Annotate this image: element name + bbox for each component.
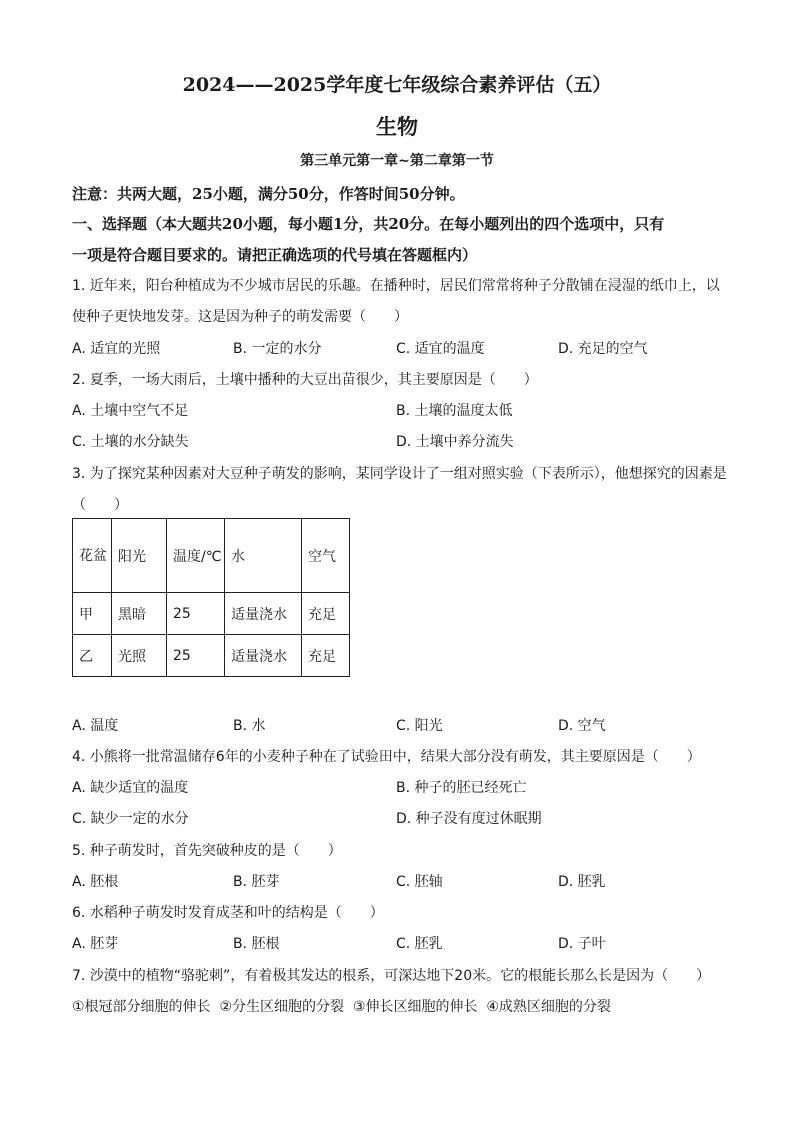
- q4-option-a: A. 缺少适宜的温度: [72, 780, 189, 796]
- table-cell: 充足: [302, 635, 350, 677]
- q1-stem-line2: 使种子更快地发芽。这是因为种子的萌发需要（ ）: [72, 309, 408, 325]
- exam-notice: 注意：共两大题，25小题，满分50分，作答时间50分钟。: [72, 185, 465, 203]
- table-cell: 适量浇水: [225, 593, 302, 635]
- q3-stem-line2: （ ）: [72, 497, 128, 513]
- table-header-cell: 水: [225, 519, 302, 593]
- q3-option-c: C. 阳光: [396, 718, 443, 734]
- table-header-cell: 阳光: [112, 519, 167, 593]
- table-row: [73, 635, 350, 677]
- q1-option-a: A. 适宜的光照: [72, 341, 161, 357]
- table-header-cell: 温度/℃: [167, 519, 225, 593]
- q2-option-a: A. 土壤中空气不足: [72, 403, 189, 419]
- q2-option-b: B. 土壤的温度太低: [396, 403, 513, 419]
- table-cell: 黑暗: [112, 593, 167, 635]
- q7-stem: 7. 沙漠中的植物“骆驼刺”，有着极其发达的根系，可深达地下20米。它的根能长那么长是因为（ ）: [72, 968, 711, 984]
- section-heading-line2: 一项是符合题目要求的。请把正确选项的代号填在答题框内）: [72, 246, 478, 264]
- q5-option-b: B. 胚芽: [233, 874, 280, 890]
- table-row: [73, 593, 350, 635]
- q5-option-c: C. 胚轴: [396, 874, 443, 890]
- table-cell: 甲: [73, 593, 112, 635]
- table-cell: 25: [167, 635, 225, 677]
- q6-option-b: B. 胚根: [233, 936, 280, 952]
- exam-title: 2024——2025学年度七年级综合素养评估（五）: [182, 74, 612, 96]
- table-header-cell: 空气: [302, 519, 350, 593]
- q2-option-d: D. 土壤中养分流失: [396, 434, 514, 450]
- q3-option-b: B. 水: [233, 718, 266, 734]
- q3-stem-line1: 3. 为了探究某种因素对大豆种子萌发的影响，某同学设计了一组对照实验（下表所示），他想探究的因素是: [72, 466, 727, 482]
- table-cell: 适量浇水: [225, 635, 302, 677]
- q4-stem: 4. 小熊将一批常温储存6年的小麦种子种在了试验田中，结果大部分没有萌发，其主要原因是（ ）: [72, 749, 701, 765]
- q4-option-b: B. 种子的胚已经死亡: [396, 780, 527, 796]
- q2-stem: 2. 夏季，一场大雨后，土壤中播种的大豆出苗很少，其主要原因是（ ）: [72, 372, 538, 388]
- q1-stem-line1: 1. 近年来，阳台种植成为不少城市居民的乐趣。在播种时，居民们常常将种子分散铺在浸湿的纸巾上，以: [72, 278, 720, 294]
- q1-option-d: D. 充足的空气: [558, 341, 648, 357]
- table-header-cell: 花盆: [73, 519, 112, 593]
- experiment-table: [72, 518, 350, 677]
- q7-statements: ①根冠部分细胞的伸长 ②分生区细胞的分裂 ③伸长区细胞的伸长 ④成熟区细胞的分裂: [72, 999, 611, 1015]
- q6-option-a: A. 胚芽: [72, 936, 119, 952]
- exam-scope: 第三单元第一章~第二章第一节: [300, 153, 494, 169]
- q1-option-c: C. 适宜的温度: [396, 341, 485, 357]
- q4-option-c: C. 缺少一定的水分: [72, 811, 189, 827]
- q3-option-a: A. 温度: [72, 718, 119, 734]
- q5-option-d: D. 胚乳: [558, 874, 606, 890]
- q5-stem: 5. 种子萌发时，首先突破种皮的是（ ）: [72, 843, 342, 859]
- table-cell: 充足: [302, 593, 350, 635]
- q4-option-d: D. 种子没有度过休眠期: [396, 811, 542, 827]
- table-cell: 25: [167, 593, 225, 635]
- q6-option-d: D. 子叶: [558, 936, 606, 952]
- table-cell: 光照: [112, 635, 167, 677]
- q5-option-a: A. 胚根: [72, 874, 119, 890]
- q3-option-d: D. 空气: [558, 718, 606, 734]
- q2-option-c: C. 土壤的水分缺失: [72, 434, 189, 450]
- q1-option-b: B. 一定的水分: [233, 341, 322, 357]
- section-heading-line1: 一、选择题（本大题共20小题，每小题1分，共20分。在每小题列出的四个选项中，只有: [72, 215, 665, 233]
- q6-stem: 6. 水稻种子萌发时发育成茎和叶的结构是（ ）: [72, 905, 384, 921]
- table-cell: 乙: [73, 635, 112, 677]
- table-header-row: [73, 519, 350, 593]
- q6-option-c: C. 胚乳: [396, 936, 443, 952]
- subject-title: 生物: [376, 114, 418, 139]
